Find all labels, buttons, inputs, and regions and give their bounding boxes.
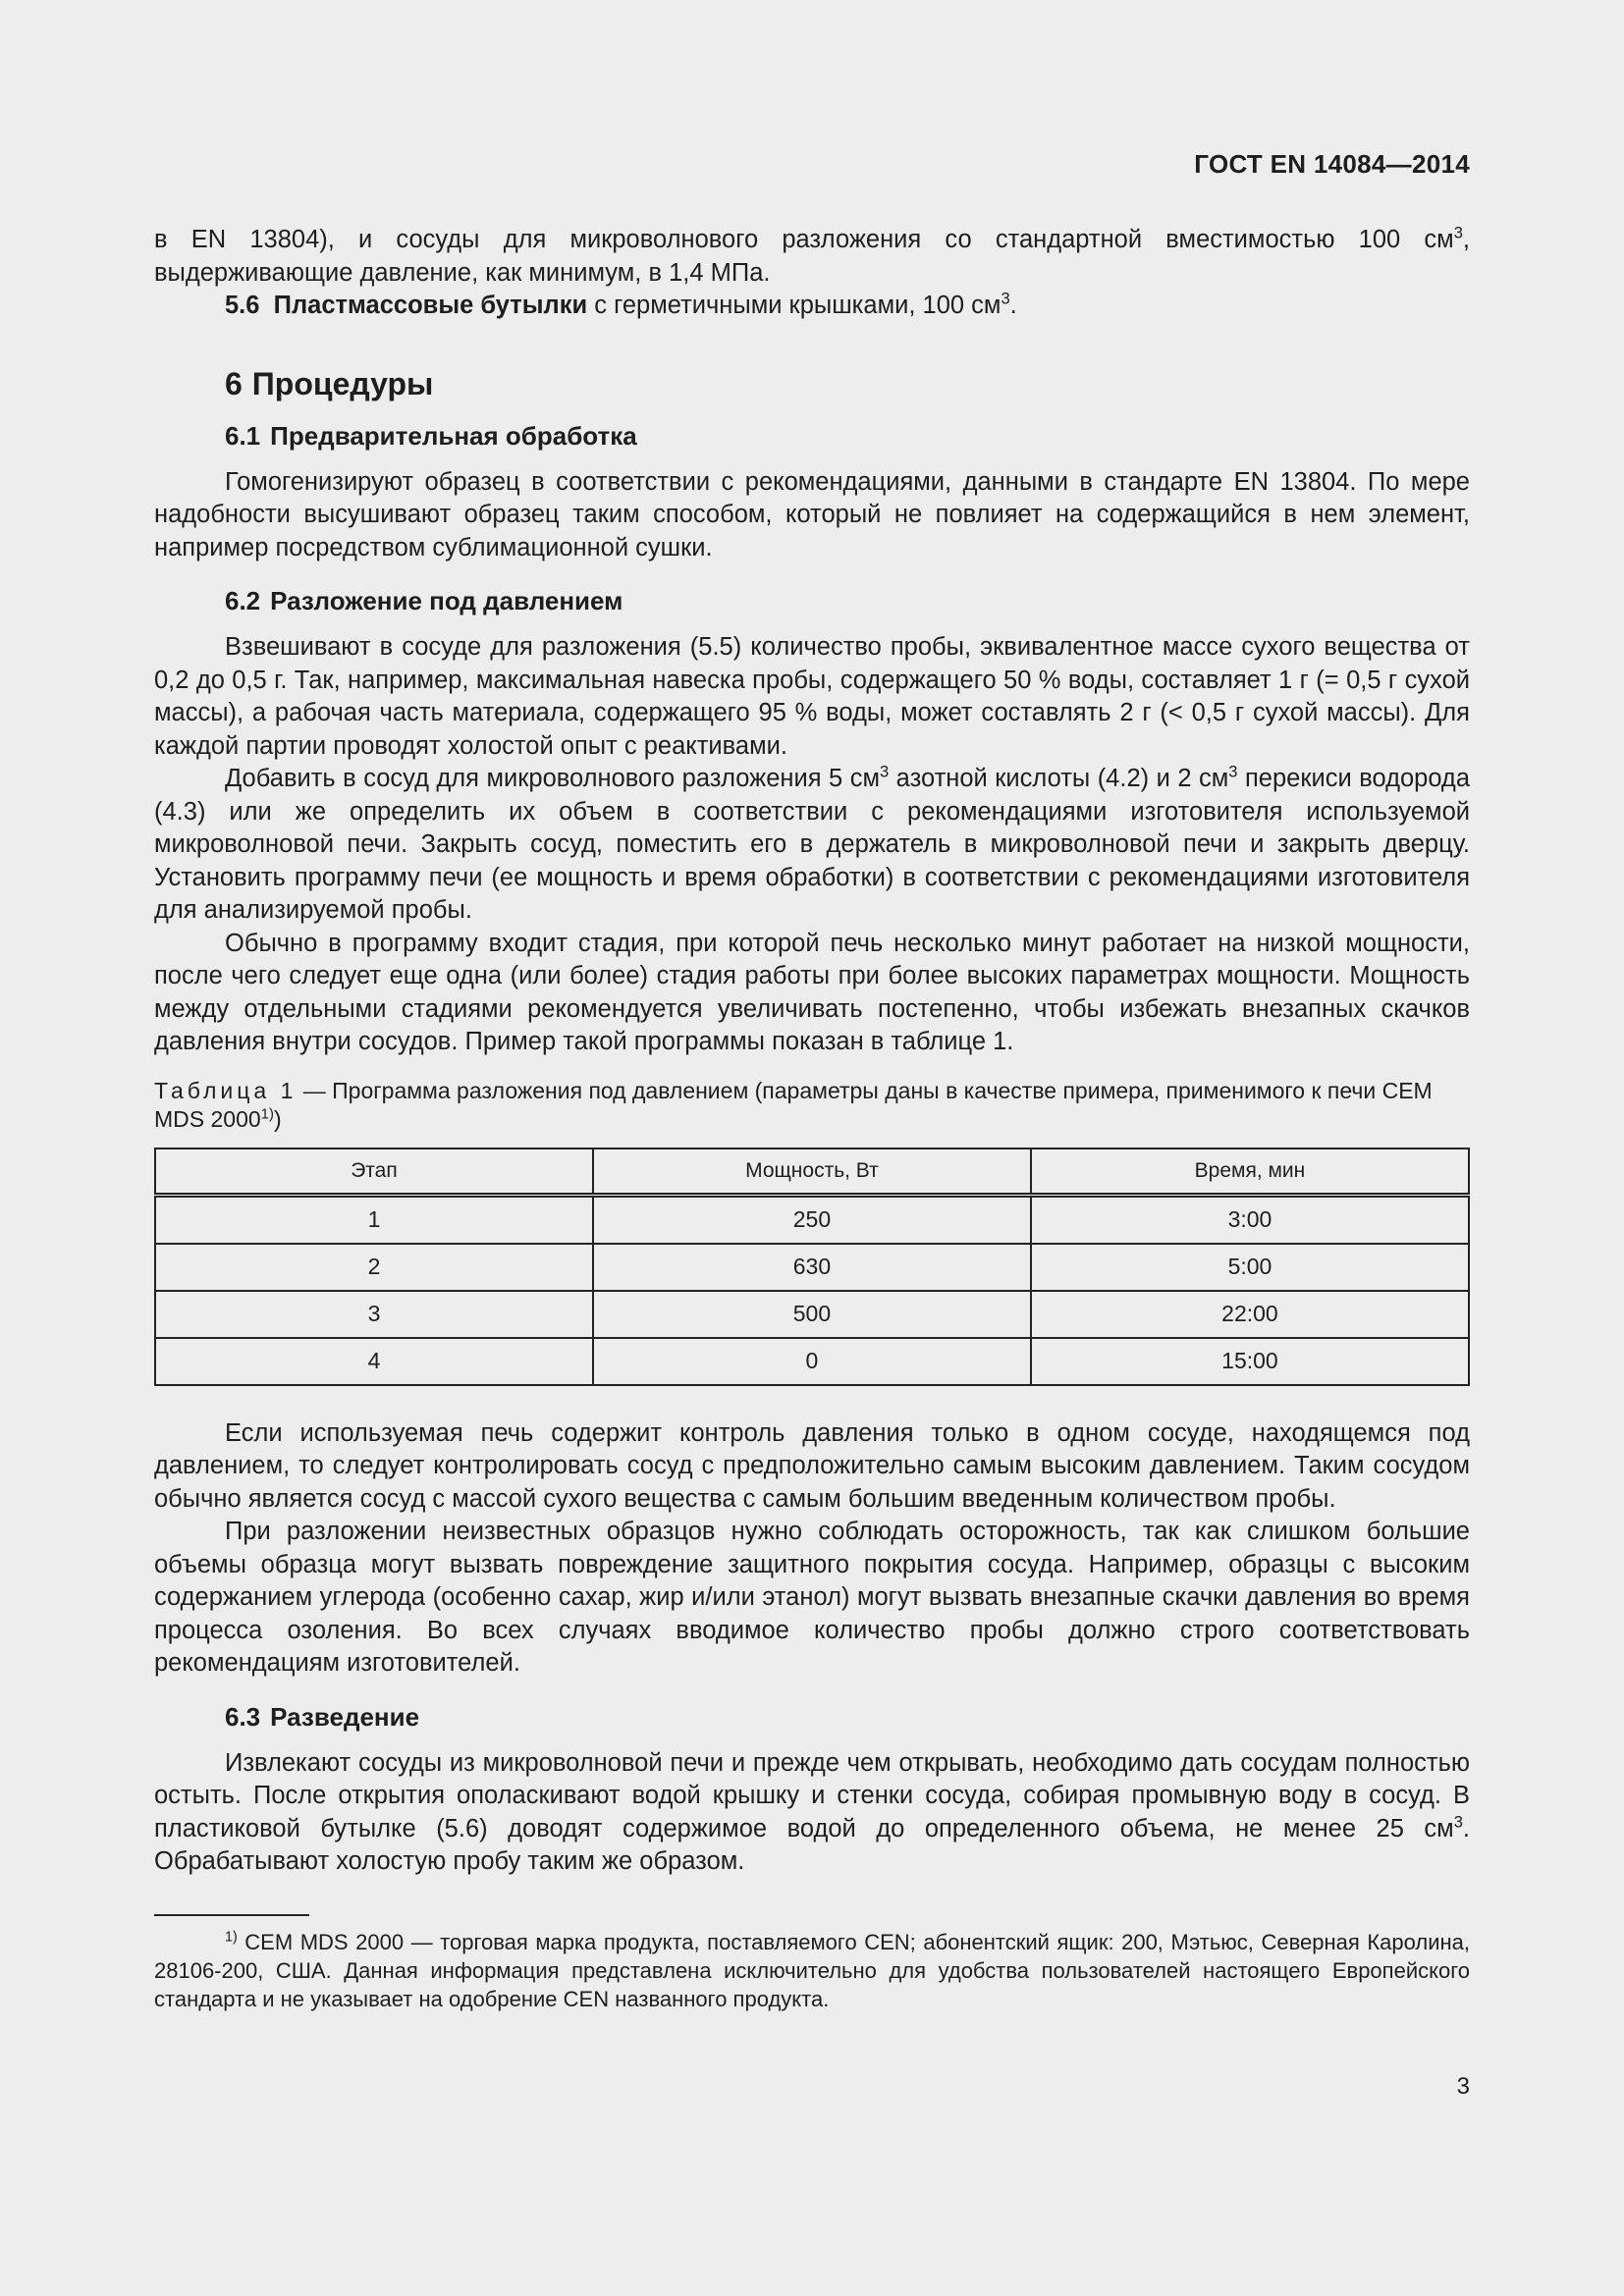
section-title: Процедуры bbox=[251, 365, 434, 401]
document-header: ГОСТ EN 14084—2014 bbox=[1194, 149, 1470, 179]
table-cell: 250 bbox=[593, 1195, 1031, 1244]
paragraph: Обычно в программу входит стадия, при которой печь несколько минут работает на низкой мощности, после чего следует еще одна (или более) стадия работы при более высоких параметрах мощности. Мощность между отдельными стадиями рекомендуется увеличивать постепенно, чтобы избежать внезапных скачков давления внутри сосудов. Пример такой программы показан в таблице 1. bbox=[154, 929, 1470, 1055]
superscript: 3 bbox=[1453, 1812, 1463, 1831]
superscript: 3 bbox=[1453, 223, 1463, 242]
page-number: 3 bbox=[1456, 2073, 1470, 2100]
table-cell: 4 bbox=[155, 1338, 593, 1385]
paragraph: Взвешивают в сосуде для разложения (5.5) количество пробы, эквивалентное массе сухого вещества от 0,2 до 0,5 г. Так, например, максимальная навеска пробы, содержащего 50 % воды, составляет 1 г (= 0,5 г сухой массы), а рабочая часть материала, содержащего 95 % воды, может составлять 2 г (< 0,5 г сухой массы). Для каждой партии проводят холостой опыт с реактивами. bbox=[154, 633, 1470, 760]
paragraph: При разложении неизвестных образцов нужно соблюдать осторожность, так как слишком большие объемы образца могут вызвать повреждение защитного покрытия сосуда. Например, образцы с высоким содержанием углерода (особенно сахар, жир и/или этанол) могут вызвать внезапные скачки давления во время процесса озоления. Во всех случаях вводимое количество пробы должно строго соответствовать рекомендациям изготовителей. bbox=[154, 1518, 1470, 1677]
subsection-heading-6-3 bbox=[225, 1700, 1470, 1734]
program-table bbox=[154, 1148, 1470, 1386]
table-cell: 2 bbox=[155, 1244, 593, 1291]
text-run: азотной кислоты (4.2) и 2 см bbox=[889, 765, 1229, 792]
footnote-ref: 1) bbox=[260, 1104, 274, 1122]
table-row bbox=[155, 1338, 1469, 1385]
table-cell: 1 bbox=[155, 1195, 593, 1244]
text-run: перекиси водорода (4.3) или же определить их объем в соответствии с рекомендациями изготовителя используемой микроволновой печи. Закрыть сосуд, поместить его в держатель в микроволновой печи и закрыть дверцу. Установить программу печи (ее мощность и время обработки) в соответствии с рекомендациями изготовителя для анализируемой пробы. bbox=[154, 765, 1470, 924]
table-label: Таблица 1 bbox=[154, 1077, 298, 1103]
superscript: 3 bbox=[879, 762, 890, 781]
text-run: — Программа разложения под давлением (параметры даны в качестве примера, применимого к печи CEM MDS 2000 bbox=[154, 1077, 1433, 1132]
table-cell: 630 bbox=[593, 1244, 1031, 1291]
table-cell: 15:00 bbox=[1031, 1338, 1469, 1385]
paragraph bbox=[154, 763, 1470, 928]
clause-5-6 bbox=[154, 290, 1470, 323]
section-number: 6 bbox=[225, 365, 243, 401]
table-cell: 3 bbox=[155, 1291, 593, 1338]
table-cell: 22:00 bbox=[1031, 1291, 1469, 1338]
footnote bbox=[154, 1928, 1470, 2013]
text-run: Добавить в сосуд для микроволнового разложения 5 см bbox=[225, 765, 880, 792]
text-run: в EN 13804), и сосуды для микроволнового разложения со стандартной вместимостью 100 см bbox=[154, 226, 1454, 253]
table-cell: 5:00 bbox=[1031, 1244, 1469, 1291]
text-run: . Обрабатывают холостую пробу таким же образом. bbox=[154, 1814, 1470, 1875]
superscript: 3 bbox=[1001, 289, 1010, 308]
superscript: 3 bbox=[1228, 762, 1238, 781]
text-run: ) bbox=[273, 1105, 282, 1132]
table-row bbox=[155, 1244, 1469, 1291]
table-header-row bbox=[155, 1148, 1469, 1196]
table-caption bbox=[154, 1077, 1470, 1134]
footnote-text: CEM MDS 2000 — торговая марка продукта, поставляемого CEN; абонентский ящик: 200, Мэтьюс, Северная Каролина, 28106-200, США. Данная информация представлена исключительно для удобства пользователей настоящего Европейского стандарта и не указывает на одобрение CEN названного продукта. bbox=[154, 1929, 1470, 2011]
table-row bbox=[155, 1291, 1469, 1338]
paragraph bbox=[154, 1747, 1470, 1879]
subsection-number: 6.1 bbox=[225, 420, 261, 451]
table-cell: 0 bbox=[593, 1338, 1031, 1385]
text-run: Извлекают сосуды из микроволновой печи и прежде чем открывать, необходимо дать сосудам полностью остыть. После открытия ополаскивают водой крышку и стенки сосуда, собирая промывную воду в сосуд. В пластиковой бутылке (5.6) доводят содержимое водой до определенного объема, не менее 25 см bbox=[154, 1748, 1470, 1842]
paragraph: Гомогенизируют образец в соответствии с рекомендациями, данными в стандарте EN 13804. По мере надобности высушивают образец таким способом, который не повлияет на содержащийся в нем элемент, например посредством сублимационной сушки. bbox=[154, 467, 1470, 561]
subsection-number: 6.2 bbox=[225, 586, 261, 615]
subsection-title: Разведение bbox=[270, 1701, 420, 1732]
section-heading bbox=[225, 364, 1470, 403]
text-run: , выдерживающие давление, как минимум, в 1,4 МПа. bbox=[154, 226, 1470, 287]
table-cell: 3:00 bbox=[1031, 1195, 1469, 1244]
subsection-title: Разложение под давлением bbox=[270, 586, 623, 615]
table-cell: 500 bbox=[593, 1291, 1031, 1338]
subsection-number: 6.3 bbox=[225, 1701, 261, 1732]
column-header-stage: Этап bbox=[155, 1148, 593, 1196]
text-run: с герметичными крышками, 100 см bbox=[587, 292, 1001, 319]
clause-title: Пластмассовые бутылки bbox=[273, 292, 588, 319]
footnote-mark: 1) bbox=[225, 1929, 238, 1946]
column-header-time: Время, мин bbox=[1031, 1148, 1469, 1196]
continued-paragraph bbox=[154, 224, 1470, 290]
subsection-heading-6-2 bbox=[225, 584, 1470, 617]
paragraph: Если используемая печь содержит контроль давления только в одном сосуде, находящемся под давлением, то следует контролировать сосуд с предположительно самым высоким давлением. Таким сосудом обычно является сосуд с массой сухого вещества с самым большим введенным количеством пробы. bbox=[154, 1418, 1470, 1513]
clause-number: 5.6 bbox=[225, 292, 260, 319]
text-run: . bbox=[1009, 292, 1017, 319]
table-row bbox=[155, 1195, 1469, 1244]
document-body bbox=[154, 224, 1470, 2013]
column-header-power: Мощность, Вт bbox=[593, 1148, 1031, 1196]
footnote-separator bbox=[154, 1914, 309, 1916]
subsection-heading-6-1 bbox=[225, 419, 1470, 453]
subsection-title: Предварительная обработка bbox=[270, 420, 637, 451]
